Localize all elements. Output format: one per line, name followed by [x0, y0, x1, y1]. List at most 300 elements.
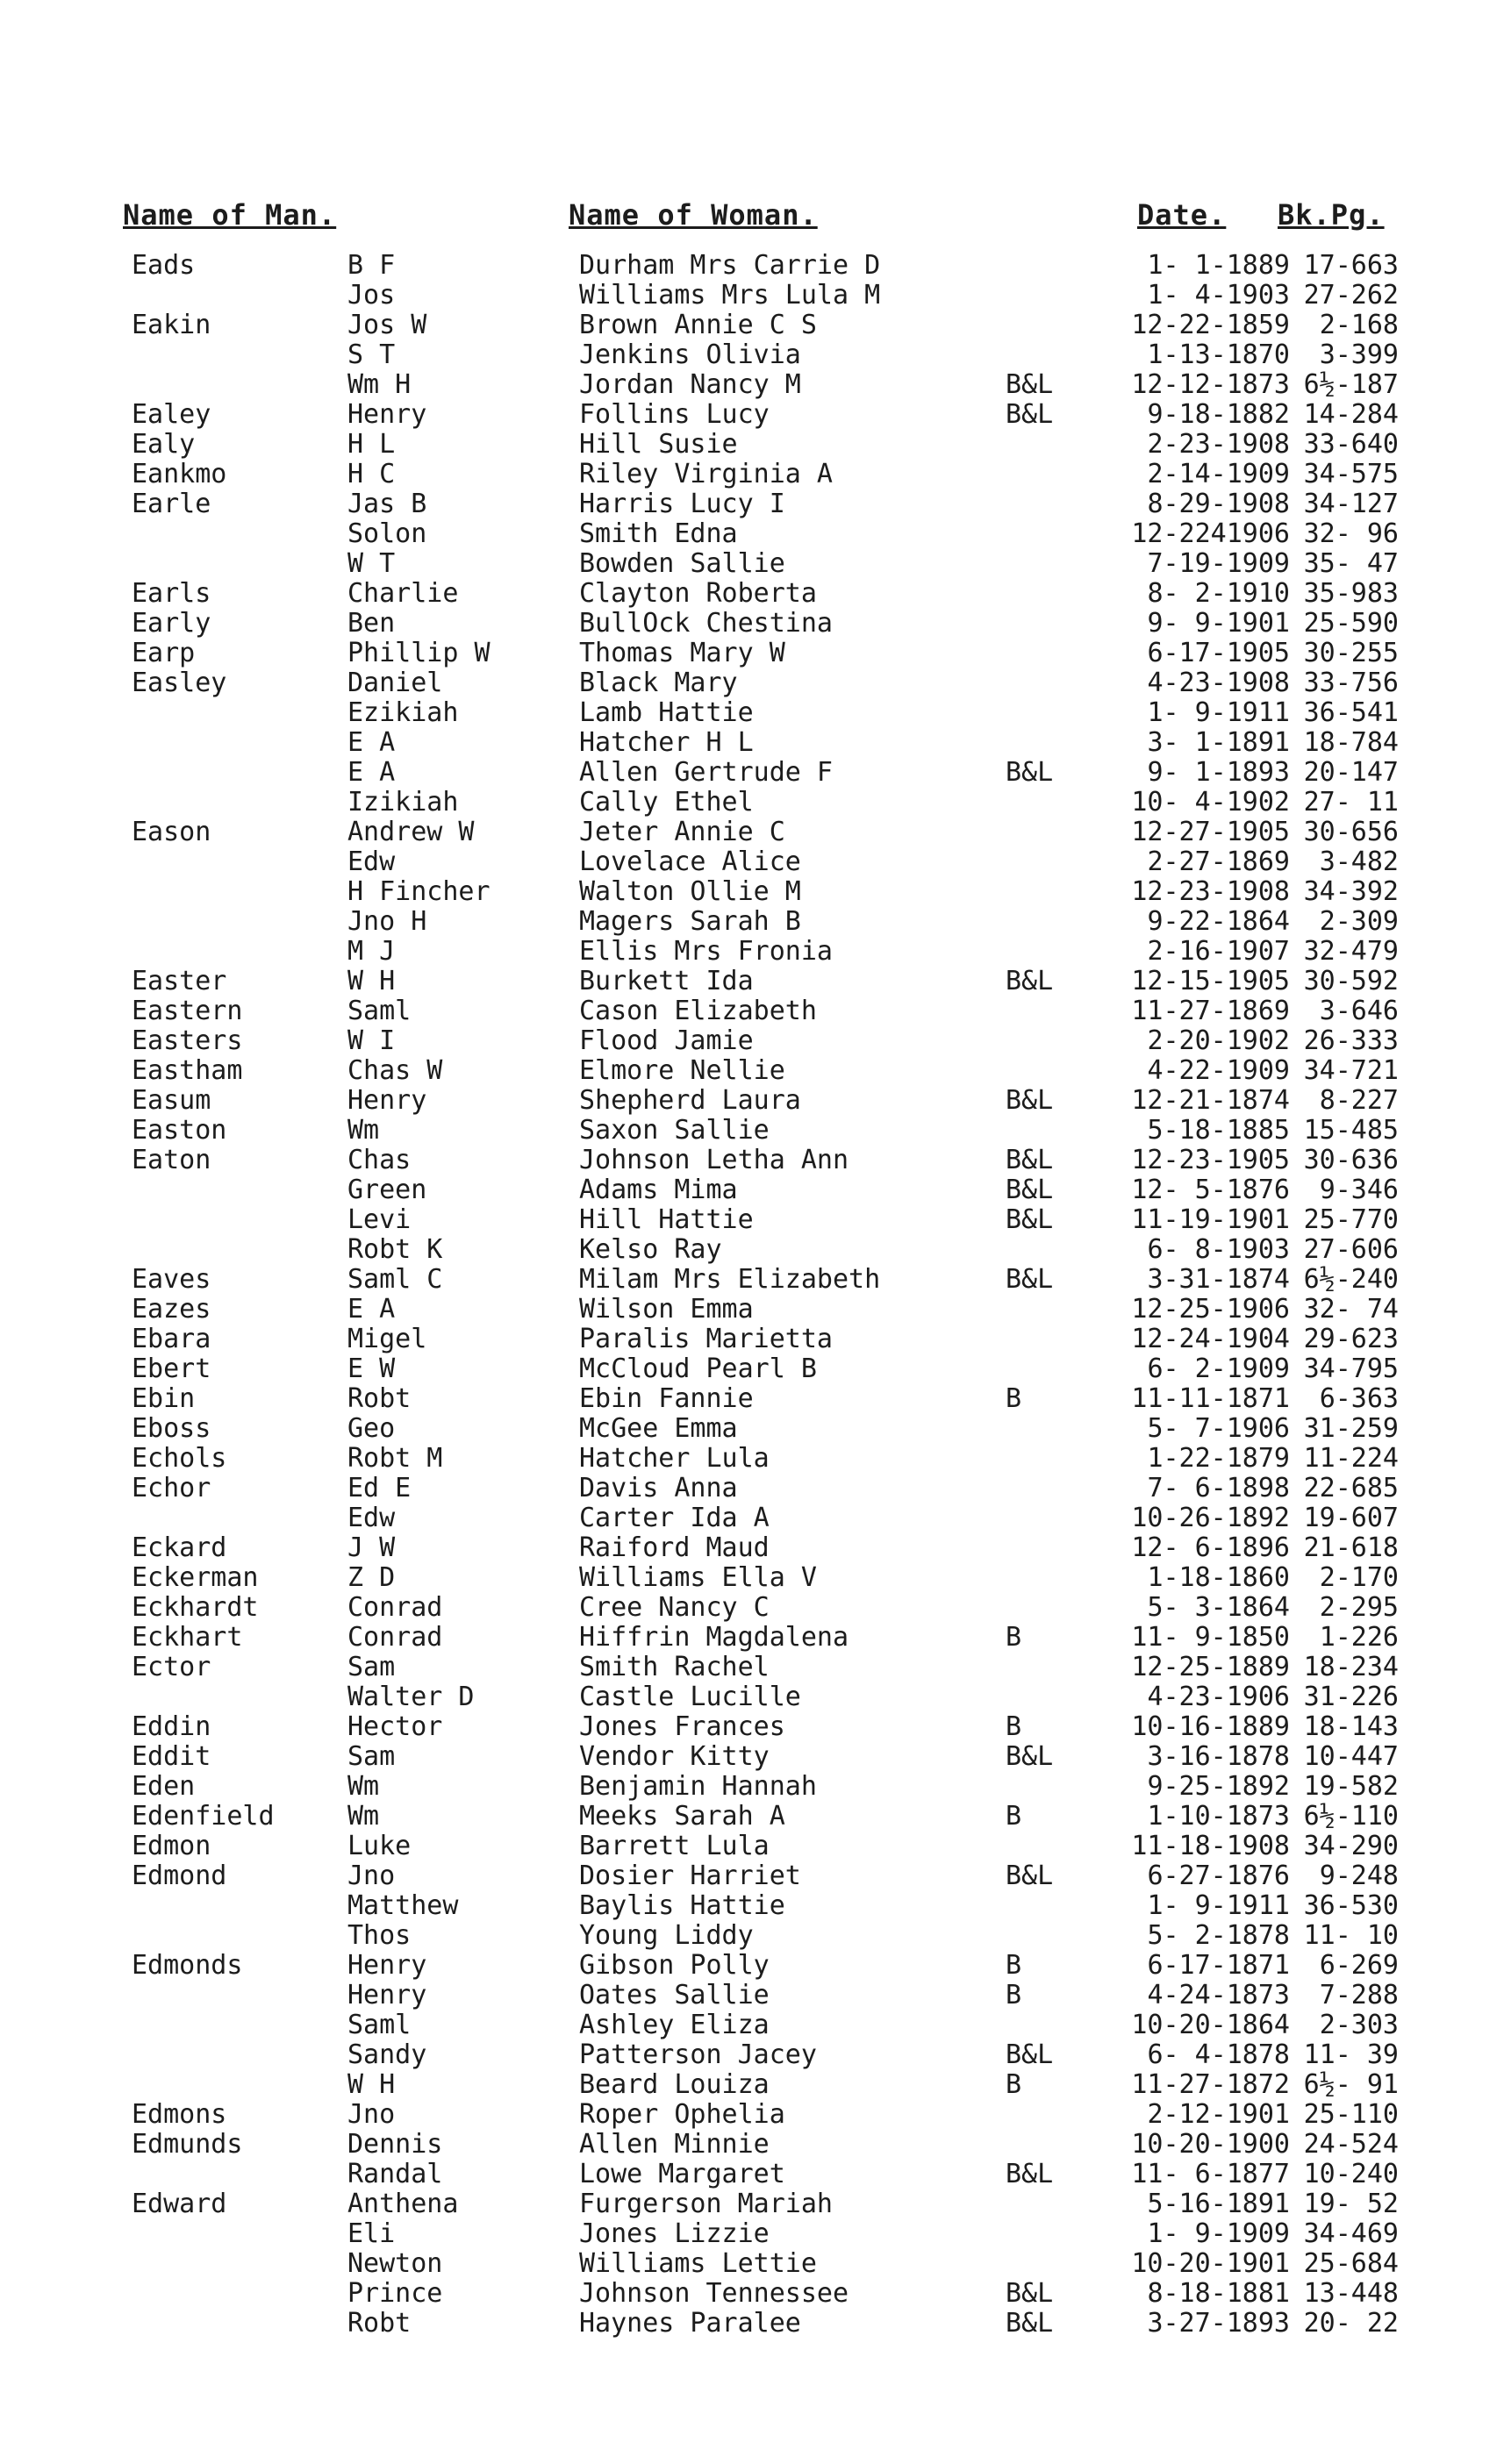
man-given-name: H C	[347, 459, 396, 489]
book-page: 3-399	[1319, 339, 1399, 370]
record-row	[0, 429, 1511, 459]
woman-name: Riley Virginia A	[579, 459, 833, 489]
marriage-date: 1- 9-1911	[1147, 1890, 1290, 1921]
record-type: B	[1006, 1622, 1022, 1653]
book-page: 11-224	[1303, 1443, 1399, 1474]
record-row	[0, 2010, 1511, 2039]
marriage-date: 1-18-1860	[1147, 1562, 1290, 1593]
man-given-name: Newton	[347, 2248, 443, 2279]
book-page: 25-770	[1303, 1204, 1399, 1235]
record-row	[0, 846, 1511, 876]
header-date: Date.	[1137, 198, 1227, 232]
man-surname: Echor	[132, 1473, 211, 1503]
woman-name: Ellis Mrs Fronia	[579, 936, 833, 967]
book-page: 26-333	[1303, 1025, 1399, 1056]
record-type: B&L	[1006, 399, 1054, 430]
man-surname: Eazes	[132, 1294, 211, 1325]
book-page: 25-590	[1303, 608, 1399, 639]
woman-name: Wilson Emma	[579, 1294, 754, 1325]
marriage-date: 12-23-1905	[1131, 1145, 1290, 1175]
marriage-date: 11-19-1901	[1131, 1204, 1290, 1235]
record-row	[0, 1890, 1511, 1920]
man-given-name: Levi	[347, 1204, 412, 1235]
man-given-name: Saml C	[347, 1264, 443, 1295]
record-row	[0, 2039, 1511, 2069]
record-row	[0, 1443, 1511, 1473]
man-surname: Ebert	[132, 1353, 211, 1384]
woman-name: Allen Gertrude F	[579, 757, 833, 788]
man-given-name: Jno	[347, 1860, 396, 1891]
man-surname: Eboss	[132, 1413, 211, 1444]
man-given-name: E W	[347, 1353, 396, 1384]
woman-name: Smith Edna	[579, 518, 738, 549]
man-given-name: Geo	[347, 1413, 396, 1444]
book-page: 30-255	[1303, 638, 1399, 668]
man-surname: Edmons	[132, 2099, 227, 2130]
man-given-name: Robt	[347, 1383, 412, 1414]
record-row	[0, 1115, 1511, 1145]
book-page: 11- 10	[1303, 1920, 1399, 1951]
book-page: 32- 74	[1303, 1294, 1399, 1325]
book-page: 36-530	[1303, 1890, 1399, 1921]
man-surname: Eddin	[132, 1711, 211, 1742]
woman-name: Hill Hattie	[579, 1204, 754, 1235]
book-page: 27-262	[1303, 280, 1399, 311]
woman-name: Baylis Hattie	[579, 1890, 785, 1921]
book-page: 32-479	[1303, 936, 1399, 967]
man-given-name: Solon	[347, 518, 427, 549]
woman-name: Lamb Hattie	[579, 697, 754, 728]
woman-name: BullOck Chestina	[579, 608, 833, 639]
marriage-date: 12- 5-1876	[1131, 1175, 1290, 1205]
man-surname: Eastham	[132, 1055, 243, 1086]
record-type: B&L	[1006, 2308, 1054, 2339]
man-given-name: S T	[347, 339, 396, 370]
book-page: 35- 47	[1303, 548, 1399, 579]
book-page: 2-295	[1319, 1592, 1399, 1623]
marriage-date: 5-18-1885	[1147, 1115, 1290, 1146]
woman-name: Elmore Nellie	[579, 1055, 785, 1086]
woman-name: Jones Frances	[579, 1711, 785, 1742]
record-row	[0, 1055, 1511, 1085]
book-page: 13-448	[1303, 2278, 1399, 2309]
man-surname: Edmon	[132, 1831, 211, 1861]
man-surname: Easter	[132, 966, 227, 996]
man-given-name: Eli	[347, 2218, 396, 2249]
man-given-name: Edw	[347, 846, 396, 877]
man-given-name: Randal	[347, 2159, 443, 2189]
record-row	[0, 1145, 1511, 1175]
record-row	[0, 757, 1511, 787]
man-given-name: W H	[347, 2069, 396, 2100]
book-page: 24-524	[1303, 2129, 1399, 2160]
woman-name: Burkett Ida	[579, 966, 754, 996]
book-page: 33-756	[1303, 668, 1399, 698]
woman-name: Magers Sarah B	[579, 906, 801, 937]
marriage-date: 12-24-1904	[1131, 1324, 1290, 1354]
marriage-date: 8-29-1908	[1147, 489, 1290, 519]
woman-name: Williams Lettie	[579, 2248, 817, 2279]
woman-name: Gibson Polly	[579, 1950, 770, 1981]
man-surname: Edmonds	[132, 1950, 243, 1981]
marriage-date: 6- 8-1903	[1147, 1234, 1290, 1265]
man-surname: Earle	[132, 489, 211, 519]
man-given-name: Walter D	[347, 1682, 475, 1712]
woman-name: Lovelace Alice	[579, 846, 801, 877]
man-given-name: Wm	[347, 1771, 380, 1802]
man-given-name: Hector	[347, 1711, 443, 1742]
book-page: 31-226	[1303, 1682, 1399, 1712]
book-page: 11- 39	[1303, 2039, 1399, 2070]
book-page: 8-227	[1319, 1085, 1399, 1116]
book-page: 14-284	[1303, 399, 1399, 430]
record-row	[0, 489, 1511, 518]
record-row	[0, 697, 1511, 727]
man-surname: Easley	[132, 668, 227, 698]
man-given-name: Robt	[347, 2308, 412, 2339]
man-given-name: Anthena	[347, 2189, 459, 2219]
man-given-name: M J	[347, 936, 396, 967]
man-given-name: B F	[347, 250, 396, 281]
marriage-date: 12-27-1905	[1131, 817, 1290, 847]
man-surname: Edmunds	[132, 2129, 243, 2160]
marriage-date: 12-21-1874	[1131, 1085, 1290, 1116]
woman-name: Hatcher H L	[579, 727, 754, 758]
woman-name: Brown Annie C S	[579, 310, 817, 340]
book-page: 9-248	[1319, 1860, 1399, 1891]
record-row	[0, 2069, 1511, 2099]
record-type: B&L	[1006, 757, 1054, 788]
record-row	[0, 1383, 1511, 1413]
marriage-date: 2-14-1909	[1147, 459, 1290, 489]
record-row	[0, 906, 1511, 936]
record-row	[0, 727, 1511, 757]
marriage-date: 11-27-1869	[1131, 996, 1290, 1026]
book-page: 27-606	[1303, 1234, 1399, 1265]
book-page: 19-607	[1303, 1503, 1399, 1533]
marriage-date: 7- 6-1898	[1147, 1473, 1290, 1503]
record-row	[0, 1175, 1511, 1204]
man-surname: Early	[132, 608, 211, 639]
book-page: 10-240	[1303, 2159, 1399, 2189]
record-row	[0, 250, 1511, 280]
man-surname: Edward	[132, 2189, 227, 2219]
record-type: B&L	[1006, 1204, 1054, 1235]
record-row	[0, 1473, 1511, 1503]
woman-name: Harris Lucy I	[579, 489, 785, 519]
woman-name: Bowden Sallie	[579, 548, 785, 579]
marriage-date: 6-17-1905	[1147, 638, 1290, 668]
book-page: 6½- 91	[1303, 2069, 1399, 2100]
column-headers	[0, 198, 1511, 233]
marriage-date: 11-18-1908	[1131, 1831, 1290, 1861]
man-given-name: Jos	[347, 280, 396, 311]
man-given-name: Z D	[347, 1562, 396, 1593]
woman-name: Adams Mima	[579, 1175, 738, 1205]
man-surname: Ector	[132, 1652, 211, 1682]
book-page: 19- 52	[1303, 2189, 1399, 2219]
woman-name: Thomas Mary W	[579, 638, 785, 668]
marriage-date: 7-19-1909	[1147, 548, 1290, 579]
record-row	[0, 2278, 1511, 2308]
marriage-date: 4-23-1906	[1147, 1682, 1290, 1712]
man-given-name: Wm	[347, 1115, 380, 1146]
woman-name: Paralis Marietta	[579, 1324, 833, 1354]
man-surname: Eakin	[132, 310, 211, 340]
record-row	[0, 876, 1511, 906]
book-page: 2-309	[1319, 906, 1399, 937]
record-row	[0, 1950, 1511, 1980]
marriage-date: 6-17-1871	[1147, 1950, 1290, 1981]
man-surname: Eckhardt	[132, 1592, 259, 1623]
man-given-name: Chas W	[347, 1055, 443, 1086]
book-page: 3-646	[1319, 996, 1399, 1026]
record-row	[0, 936, 1511, 966]
record-row	[0, 280, 1511, 310]
woman-name: Dosier Harriet	[579, 1860, 801, 1891]
woman-name: Shepherd Laura	[579, 1085, 801, 1116]
man-given-name: Saml	[347, 996, 412, 1026]
marriage-date: 1-22-1879	[1147, 1443, 1290, 1474]
man-given-name: Ed E	[347, 1473, 412, 1503]
woman-name: Raiford Maud	[579, 1532, 770, 1563]
marriage-date: 12-22-1859	[1131, 310, 1290, 340]
marriage-date: 8-18-1881	[1147, 2278, 1290, 2309]
record-type: B&L	[1006, 2039, 1054, 2070]
record-type: B&L	[1006, 2278, 1054, 2309]
man-given-name: H L	[347, 429, 396, 460]
book-page: 25-684	[1303, 2248, 1399, 2279]
man-given-name: Izikiah	[347, 787, 459, 818]
record-row	[0, 1324, 1511, 1353]
marriage-date: 1- 9-1909	[1147, 2218, 1290, 2249]
man-given-name: Prince	[347, 2278, 443, 2309]
record-type: B	[1006, 1980, 1022, 2010]
marriage-date: 1-10-1873	[1147, 1801, 1290, 1832]
marriage-date: 1- 1-1889	[1147, 250, 1290, 281]
book-page: 18-784	[1303, 727, 1399, 758]
book-page: 6-363	[1319, 1383, 1399, 1414]
book-page: 34-392	[1303, 876, 1399, 907]
marriage-date: 12-2241906	[1131, 518, 1290, 549]
book-page: 2-170	[1319, 1562, 1399, 1593]
marriage-date: 11- 6-1877	[1131, 2159, 1290, 2189]
book-page: 30-636	[1303, 1145, 1399, 1175]
woman-name: McGee Emma	[579, 1413, 738, 1444]
record-row	[0, 1771, 1511, 1801]
woman-name: Cally Ethel	[579, 787, 754, 818]
man-surname: Easters	[132, 1025, 243, 1056]
man-given-name: H Fincher	[347, 876, 491, 907]
record-row	[0, 1264, 1511, 1294]
record-row	[0, 2189, 1511, 2218]
woman-name: Walton Ollie M	[579, 876, 801, 907]
book-page: 18-143	[1303, 1711, 1399, 1742]
marriage-date: 11- 9-1850	[1131, 1622, 1290, 1653]
man-given-name: Ezikiah	[347, 697, 459, 728]
woman-name: Ebin Fannie	[579, 1383, 754, 1414]
book-page: 35-983	[1303, 578, 1399, 609]
book-page: 34-469	[1303, 2218, 1399, 2249]
woman-name: Roper Ophelia	[579, 2099, 785, 2130]
marriage-date: 6- 4-1878	[1147, 2039, 1290, 2070]
woman-name: Johnson Tennessee	[579, 2278, 849, 2309]
woman-name: Follins Lucy	[579, 399, 770, 430]
woman-name: Ashley Eliza	[579, 2010, 770, 2040]
man-given-name: Daniel	[347, 668, 443, 698]
woman-name: Haynes Paralee	[579, 2308, 801, 2339]
marriage-date: 10-20-1900	[1131, 2129, 1290, 2160]
man-given-name: Wm H	[347, 369, 412, 400]
marriage-date: 4-23-1908	[1147, 668, 1290, 698]
book-page: 25-110	[1303, 2099, 1399, 2130]
man-given-name: Jno H	[347, 906, 427, 937]
record-row	[0, 1234, 1511, 1264]
record-row	[0, 578, 1511, 608]
woman-name: Furgerson Mariah	[579, 2189, 833, 2219]
woman-name: Milam Mrs Elizabeth	[579, 1264, 881, 1295]
book-page: 6½-240	[1303, 1264, 1399, 1295]
record-type: B&L	[1006, 1085, 1054, 1116]
man-given-name: Henry	[347, 1980, 427, 2010]
record-row	[0, 1831, 1511, 1860]
man-given-name: W T	[347, 548, 396, 579]
man-given-name: Robt M	[347, 1443, 443, 1474]
woman-name: Clayton Roberta	[579, 578, 817, 609]
marriage-date: 11-11-1871	[1131, 1383, 1290, 1414]
book-page: 6½-187	[1303, 369, 1399, 400]
man-given-name: Phillip W	[347, 638, 491, 668]
book-page: 31-259	[1303, 1413, 1399, 1444]
woman-name: Lowe Margaret	[579, 2159, 785, 2189]
marriage-date: 12- 6-1896	[1131, 1532, 1290, 1563]
man-given-name: Sandy	[347, 2039, 427, 2070]
woman-name: Barrett Lula	[579, 1831, 770, 1861]
woman-name: Allen Minnie	[579, 2129, 770, 2160]
marriage-date: 10-20-1901	[1131, 2248, 1290, 2279]
record-type: B&L	[1006, 1175, 1054, 1205]
record-row	[0, 1353, 1511, 1383]
woman-name: Saxon Sallie	[579, 1115, 770, 1146]
book-page: 36-541	[1303, 697, 1399, 728]
man-given-name: Matthew	[347, 1890, 459, 1921]
record-row	[0, 1413, 1511, 1443]
woman-name: Kelso Ray	[579, 1234, 722, 1265]
record-list	[0, 250, 1511, 2338]
book-page: 34-575	[1303, 459, 1399, 489]
record-row	[0, 399, 1511, 429]
marriage-date: 8- 2-1910	[1147, 578, 1290, 609]
marriage-date: 12-25-1889	[1131, 1652, 1290, 1682]
woman-name: Oates Sallie	[579, 1980, 770, 2010]
record-row	[0, 2159, 1511, 2189]
marriage-date: 12-23-1908	[1131, 876, 1290, 907]
marriage-date: 6- 2-1909	[1147, 1353, 1290, 1384]
man-given-name: J W	[347, 1532, 396, 1563]
man-given-name: Migel	[347, 1324, 427, 1354]
woman-name: Black Mary	[579, 668, 738, 698]
record-row	[0, 2218, 1511, 2248]
man-given-name: Henry	[347, 1085, 427, 1116]
marriage-date: 3- 1-1891	[1147, 727, 1290, 758]
woman-name: Hatcher Lula	[579, 1443, 770, 1474]
book-page: 34-795	[1303, 1353, 1399, 1384]
woman-name: Hill Susie	[579, 429, 738, 460]
book-page: 30-592	[1303, 966, 1399, 996]
man-given-name: E A	[347, 757, 396, 788]
marriage-date: 3-31-1874	[1147, 1264, 1290, 1295]
record-type: B	[1006, 1711, 1022, 1742]
man-given-name: Ben	[347, 608, 396, 639]
record-row	[0, 339, 1511, 369]
marriage-date: 5- 7-1906	[1147, 1413, 1290, 1444]
man-given-name: Dennis	[347, 2129, 443, 2160]
record-row	[0, 1532, 1511, 1562]
woman-name: Castle Lucille	[579, 1682, 801, 1712]
marriage-date: 9- 1-1893	[1147, 757, 1290, 788]
marriage-date: 10-16-1889	[1131, 1711, 1290, 1742]
man-given-name: Green	[347, 1175, 427, 1205]
book-page: 30-656	[1303, 817, 1399, 847]
marriage-date: 1- 4-1903	[1147, 280, 1290, 311]
record-row	[0, 1025, 1511, 1055]
book-page: 33-640	[1303, 429, 1399, 460]
record-row	[0, 1860, 1511, 1890]
book-page: 29-623	[1303, 1324, 1399, 1354]
record-row	[0, 518, 1511, 548]
man-given-name: Robt K	[347, 1234, 443, 1265]
record-row	[0, 369, 1511, 399]
woman-name: Smith Rachel	[579, 1652, 770, 1682]
record-row	[0, 1682, 1511, 1711]
record-row	[0, 1622, 1511, 1652]
header-name-of-woman: Name of Woman.	[569, 198, 818, 232]
man-surname: Eason	[132, 817, 211, 847]
record-type: B	[1006, 1801, 1022, 1832]
book-page: 6½-110	[1303, 1801, 1399, 1832]
man-given-name: Thos	[347, 1920, 412, 1951]
marriage-date: 11-27-1872	[1131, 2069, 1290, 2100]
record-row	[0, 1503, 1511, 1532]
book-page: 20- 22	[1303, 2308, 1399, 2339]
man-surname: Earls	[132, 578, 211, 609]
man-surname: Eaves	[132, 1264, 211, 1295]
man-surname: Eckhart	[132, 1622, 243, 1653]
woman-name: Jenkins Olivia	[579, 339, 801, 370]
marriage-date: 9-22-1864	[1147, 906, 1290, 937]
man-given-name: Jas B	[347, 489, 427, 519]
marriage-date: 12-12-1873	[1131, 369, 1290, 400]
marriage-date: 5- 2-1878	[1147, 1920, 1290, 1951]
man-given-name: Charlie	[347, 578, 459, 609]
man-surname: Edenfield	[132, 1801, 275, 1832]
marriage-date: 1- 9-1911	[1147, 697, 1290, 728]
book-page: 6-269	[1319, 1950, 1399, 1981]
man-surname: Eckard	[132, 1532, 227, 1563]
man-surname: Eden	[132, 1771, 196, 1802]
record-row	[0, 1980, 1511, 2010]
marriage-date: 9-18-1882	[1147, 399, 1290, 430]
man-given-name: Henry	[347, 1950, 427, 1981]
woman-name: Young Liddy	[579, 1920, 754, 1951]
record-row	[0, 1920, 1511, 1950]
marriage-date: 9- 9-1901	[1147, 608, 1290, 639]
man-surname: Earp	[132, 638, 196, 668]
marriage-date: 3-16-1878	[1147, 1741, 1290, 1772]
man-given-name: Sam	[347, 1652, 396, 1682]
record-type: B&L	[1006, 1145, 1054, 1175]
man-surname: Echols	[132, 1443, 227, 1474]
